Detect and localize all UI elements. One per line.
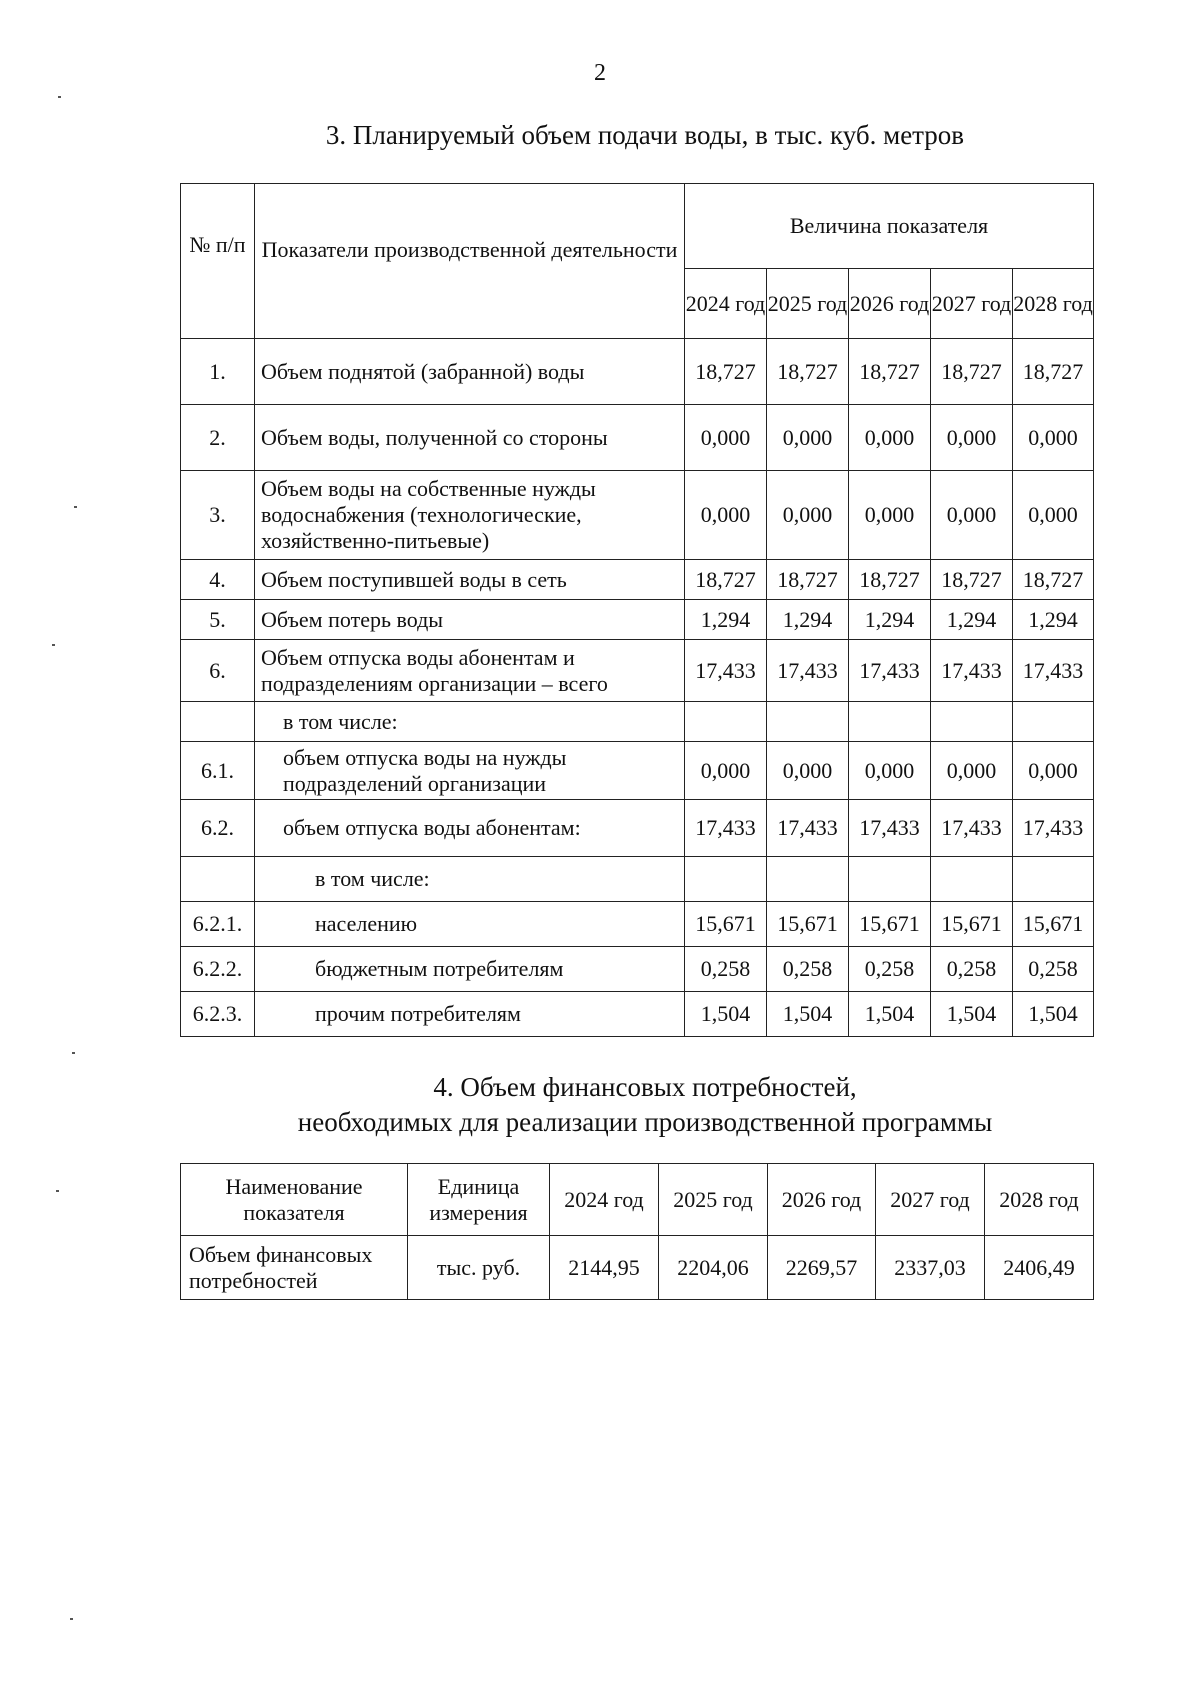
section4-title — [0, 1070, 1200, 1140]
row-value — [1013, 857, 1094, 902]
row-value: 0,000 — [849, 405, 931, 471]
scan-speck — [58, 96, 61, 98]
row-value: 1,294 — [1013, 600, 1094, 640]
row-value: 15,671 — [685, 902, 767, 947]
row-value: 17,433 — [931, 640, 1013, 702]
table-row — [181, 857, 1094, 902]
table-row — [181, 405, 1094, 471]
row-value: 17,433 — [849, 800, 931, 857]
table-row — [181, 471, 1094, 560]
table-row — [181, 702, 1094, 742]
table-row — [181, 600, 1094, 640]
row-value: 0,000 — [767, 742, 849, 800]
row-value: 2144,95 — [550, 1236, 659, 1300]
header-value-group: Величина показателя — [685, 184, 1094, 269]
section3-title: 3. Планируемый объем подачи воды, в тыс. куб. метров — [325, 120, 965, 150]
header-indicator-name: Наименование показателя — [181, 1164, 408, 1236]
row-value: 0,258 — [767, 947, 849, 992]
table-row — [181, 947, 1094, 992]
row-value: 0,000 — [1013, 471, 1094, 560]
scan-speck — [56, 1190, 59, 1192]
row-indicator: в том числе: — [255, 702, 685, 742]
row-value — [767, 857, 849, 902]
section4-title-line2: необходимых для реализации производственной программы — [297, 1107, 993, 1137]
row-value: 1,294 — [931, 600, 1013, 640]
table-row — [181, 742, 1094, 800]
row-value: 0,258 — [685, 947, 767, 992]
row-number: 6.1. — [181, 742, 255, 800]
row-value — [849, 857, 931, 902]
row-value: 18,727 — [685, 339, 767, 405]
row-indicator: Объем воды на собственные нужды водоснабжения (технологические, хозяйственно-питьевые) — [255, 471, 685, 560]
row-value: 0,000 — [1013, 405, 1094, 471]
row-value: 0,258 — [849, 947, 931, 992]
row-value: 1,504 — [1013, 992, 1094, 1037]
row-number: 5. — [181, 600, 255, 640]
row-value — [685, 857, 767, 902]
row-number: 6. — [181, 640, 255, 702]
row-value: 15,671 — [767, 902, 849, 947]
row-value: 18,727 — [767, 339, 849, 405]
row-value: 0,000 — [685, 471, 767, 560]
row-value: 0,000 — [849, 742, 931, 800]
row-indicator: Объем воды, полученной со стороны — [255, 405, 685, 471]
header-year: 2027 год — [931, 269, 1013, 339]
row-value: 0,000 — [767, 471, 849, 560]
row-value: 17,433 — [1013, 640, 1094, 702]
row-value: 1,504 — [931, 992, 1013, 1037]
table-row — [181, 1236, 1094, 1300]
row-indicator: бюджетным потребителям — [255, 947, 685, 992]
section4-title-line1: 4. Объем финансовых потребностей, — [433, 1072, 857, 1102]
header-year: 2025 год — [659, 1164, 768, 1236]
row-number: 4. — [181, 560, 255, 600]
row-value: 18,727 — [931, 560, 1013, 600]
row-indicator: Объем финансовых потребностей — [181, 1236, 408, 1300]
row-indicator: объем отпуска воды абонентам: — [255, 800, 685, 857]
row-value: 0,000 — [931, 742, 1013, 800]
row-value: 0,000 — [849, 471, 931, 560]
row-value: 15,671 — [849, 902, 931, 947]
row-indicator: Объем отпуска воды абонентам и подразделениям организации – всего — [255, 640, 685, 702]
row-value: 18,727 — [849, 560, 931, 600]
row-value: 0,000 — [931, 471, 1013, 560]
row-value: 17,433 — [767, 800, 849, 857]
row-value: 15,671 — [931, 902, 1013, 947]
row-value: 17,433 — [849, 640, 931, 702]
row-indicator: населению — [255, 902, 685, 947]
row-value — [849, 702, 931, 742]
row-number: 3. — [181, 471, 255, 560]
row-indicator: Объем потерь воды — [255, 600, 685, 640]
row-value: 1,294 — [767, 600, 849, 640]
row-indicator: прочим потребителям — [255, 992, 685, 1037]
row-indicator: объем отпуска воды на нужды подразделений организации — [255, 742, 685, 800]
table-row — [181, 560, 1094, 600]
row-value: 18,727 — [1013, 560, 1094, 600]
row-value: 17,433 — [1013, 800, 1094, 857]
table-row — [181, 992, 1094, 1037]
row-unit: тыс. руб. — [408, 1236, 550, 1300]
row-value — [1013, 702, 1094, 742]
row-indicator: в том числе: — [255, 857, 685, 902]
row-value: 18,727 — [849, 339, 931, 405]
row-value: 0,258 — [1013, 947, 1094, 992]
header-year: 2026 год — [849, 269, 931, 339]
row-number: 6.2.2. — [181, 947, 255, 992]
row-value: 1,504 — [767, 992, 849, 1037]
row-number — [181, 857, 255, 902]
header-year: 2028 год — [1013, 269, 1094, 339]
row-value — [931, 857, 1013, 902]
row-value: 2337,03 — [876, 1236, 985, 1300]
row-value: 0,000 — [931, 405, 1013, 471]
financial-needs-table — [180, 1163, 1094, 1300]
row-value: 0,000 — [685, 405, 767, 471]
row-value: 2269,57 — [768, 1236, 876, 1300]
row-value: 0,000 — [767, 405, 849, 471]
row-value: 2204,06 — [659, 1236, 768, 1300]
scan-speck — [74, 506, 77, 508]
row-value: 0,000 — [685, 742, 767, 800]
header-indicator: Показатели производственной деятельности — [255, 184, 685, 339]
row-number: 6.2.1. — [181, 902, 255, 947]
row-value: 2406,49 — [985, 1236, 1094, 1300]
row-value: 0,000 — [1013, 742, 1094, 800]
row-value — [685, 702, 767, 742]
header-year: 2025 год — [767, 269, 849, 339]
scan-speck — [72, 1052, 75, 1054]
row-value — [767, 702, 849, 742]
row-value: 18,727 — [685, 560, 767, 600]
row-number — [181, 702, 255, 742]
row-value: 15,671 — [1013, 902, 1094, 947]
table-row — [181, 902, 1094, 947]
row-number: 6.2. — [181, 800, 255, 857]
row-indicator: Объем поднятой (забранной) воды — [255, 339, 685, 405]
row-value — [931, 702, 1013, 742]
row-value: 18,727 — [1013, 339, 1094, 405]
row-value: 17,433 — [767, 640, 849, 702]
row-number: 1. — [181, 339, 255, 405]
row-value: 1,504 — [685, 992, 767, 1037]
header-year: 2027 год — [876, 1164, 985, 1236]
header-year: 2026 год — [768, 1164, 876, 1236]
header-year: 2024 год — [550, 1164, 659, 1236]
header-num: № п/п — [181, 184, 255, 339]
row-value: 17,433 — [685, 800, 767, 857]
row-value: 17,433 — [685, 640, 767, 702]
row-value: 17,433 — [931, 800, 1013, 857]
scan-speck — [70, 1618, 73, 1620]
table-row — [181, 800, 1094, 857]
row-number: 6.2.3. — [181, 992, 255, 1037]
row-number: 2. — [181, 405, 255, 471]
header-unit: Единица измерения — [408, 1164, 550, 1236]
header-year: 2028 год — [985, 1164, 1094, 1236]
row-value: 1,294 — [685, 600, 767, 640]
row-value: 1,504 — [849, 992, 931, 1037]
table-row — [181, 640, 1094, 702]
row-value: 18,727 — [767, 560, 849, 600]
row-indicator: Объем поступившей воды в сеть — [255, 560, 685, 600]
row-value: 0,258 — [931, 947, 1013, 992]
water-supply-table — [180, 183, 1094, 1037]
row-value: 1,294 — [849, 600, 931, 640]
row-value: 18,727 — [931, 339, 1013, 405]
table-row — [181, 339, 1094, 405]
header-year: 2024 год — [685, 269, 767, 339]
scan-speck — [52, 644, 55, 646]
page-number: 2 — [594, 60, 606, 86]
